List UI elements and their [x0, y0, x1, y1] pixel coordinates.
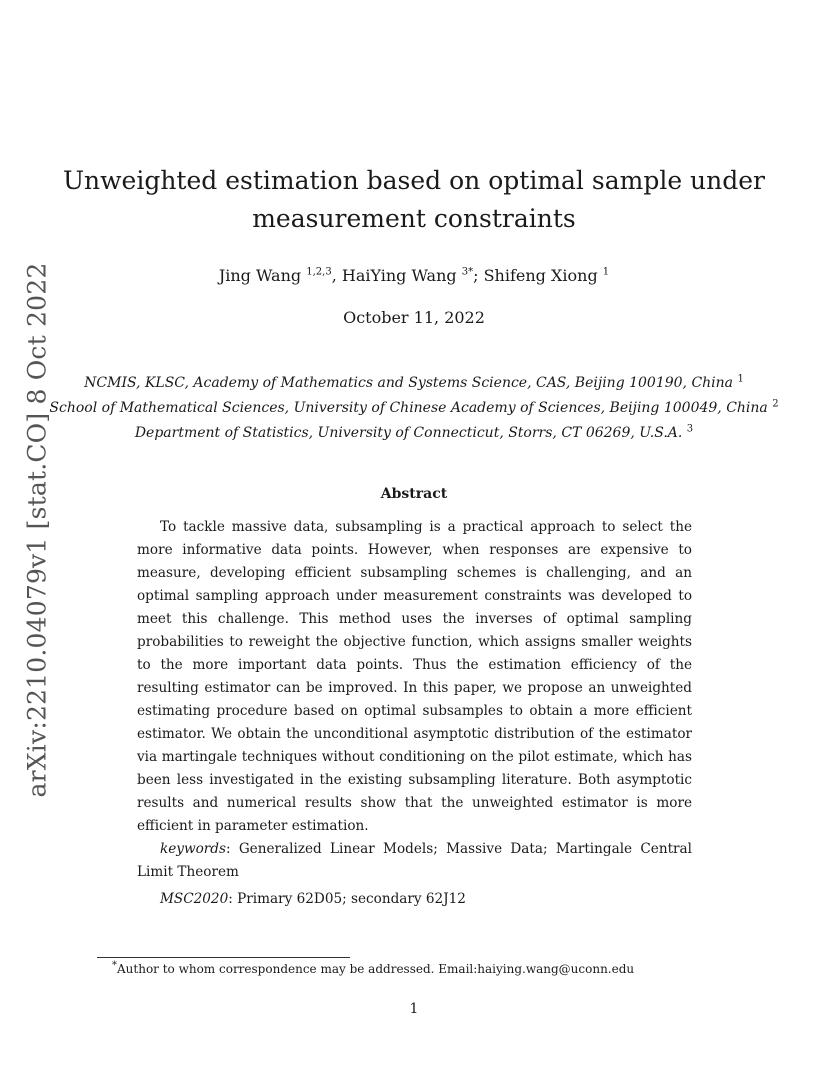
- title-line-2: measurement constraints: [252, 204, 576, 233]
- keywords-label: keywords: [160, 841, 226, 857]
- author-separator: ,: [331, 266, 342, 285]
- affiliation-mark: 2: [772, 398, 779, 410]
- abstract-paragraph: To tackle massive data, subsampling is a practical approach to select the more informative data points. However, when responses are expensive to measure, developing efficient subsampling schemes is challenging, and an optimal sampling approach under measurement constraints was developed to meet this challenge. This method uses the inverses of optimal sampling probabilities to reweight the objective function, which assigns smaller weights to the more important data points. Thus the estimation efficiency of the resulting estimator can be improved. In this paper, we propose an unweighted estimating procedure based on optimal subsamples to obtain a more efficient estimator. We obtain the unconditional asymptotic distribution of the estimator via martingale techniques without conditioning on the pilot estimate, which has been less investigated in the existing subsampling literature. Both asymptotic results and numerical results show that the unweighted estimator is more efficient in parameter estimation.: [137, 519, 692, 834]
- abstract-heading: Abstract: [380, 486, 448, 502]
- affiliation-3: [0, 425, 828, 441]
- title-line-1: Unweighted estimation based on optimal sample under: [62, 166, 766, 195]
- footnote-mark: *: [112, 960, 117, 971]
- author-affiliation-mark: 3*: [461, 266, 474, 278]
- author-separator: ;: [473, 266, 484, 285]
- author-list: [0, 266, 828, 285]
- author-affiliation-mark: 1,2,3: [306, 266, 332, 278]
- affiliation-mark: 3: [686, 423, 694, 435]
- footnote-rule: [97, 957, 350, 958]
- keywords-text: : Generalized Linear Models; Massive Data; Martingale Central Limit Theorem: [137, 841, 692, 880]
- paper-date: October 11, 2022: [343, 308, 485, 327]
- affiliation-text: NCMIS, KLSC, Academy of Mathematics and Systems Science, CAS, Beijing 100190, China: [84, 375, 734, 391]
- msc-label: MSC2020: [160, 891, 229, 907]
- footnote-text: Author to whom correspondence may be addressed. Email:haiying.wang@uconn.edu: [117, 962, 635, 976]
- abstract-section: [137, 516, 692, 911]
- page-number: 1: [409, 1001, 419, 1017]
- author-name: Jing Wang: [218, 266, 302, 285]
- affiliation-text: School of Mathematical Sciences, University of Chinese Academy of Sciences, Beijing 100049, China: [49, 400, 768, 416]
- author-name: HaiYing Wang: [341, 266, 457, 285]
- affiliation-mark: 1: [737, 373, 744, 385]
- author-affiliation-mark: 1: [602, 266, 610, 278]
- msc-text: : Primary 62D05; secondary 62J12: [228, 891, 466, 907]
- keywords-line: [137, 838, 692, 884]
- author-name: Shifeng Xiong: [483, 266, 598, 285]
- arxiv-identifier-text: arXiv:2210.04079v1 [stat.CO] 8 Oct 2022: [22, 262, 52, 798]
- affiliation-1: [0, 375, 828, 391]
- affiliation-2: [0, 400, 828, 416]
- msc-line: [137, 888, 692, 911]
- footnote: [112, 962, 634, 976]
- paper-title: [0, 162, 828, 238]
- affiliation-text: Department of Statistics, University of Connecticut, Storrs, CT 06269, U.S.A.: [134, 425, 683, 441]
